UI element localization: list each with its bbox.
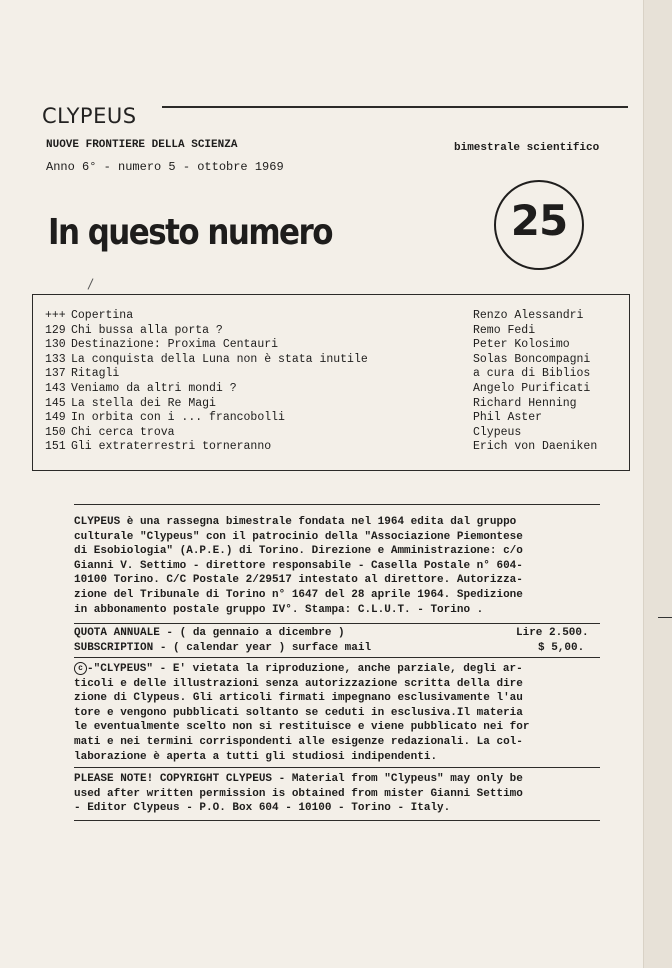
copyright-icon: c [74,662,87,675]
foreign-subscription-label: SUBSCRIPTION - ( calendar year ) surface mail [74,642,372,654]
toc-article-title: Copertina [71,309,134,322]
copyright-line: tore e vengono pubblicati soltanto se ceduti in esclusiva.Il materia [74,706,523,719]
colophon-text [74,515,523,617]
toc-author: Peter Kolosimo [473,338,570,352]
copyright-line: used after written permission is obtained from mister Gianni Settimo [74,787,523,800]
magazine-subtitle: NUOVE FRONTIERE DELLA SCIENZA [46,139,238,151]
toc-entry [45,426,623,440]
toc-article-title: Gli extraterrestri torneranno [71,440,272,454]
toc-page-number: 129 [45,323,66,337]
divider [74,767,600,768]
toc-author: Phil Aster [473,411,543,425]
divider [74,820,600,821]
toc-article-title: Ritagli [71,367,120,381]
colophon-line: di Esobiologia" (A.P.E.) di Torino. Direzione e Amministrazione: c/o [74,545,523,558]
annual-subscription-label: QUOTA ANNUALE - ( da gennaio a dicembre ) [74,627,345,639]
toc-entry [45,324,623,338]
table-of-contents [32,294,630,471]
copyright-line: PLEASE NOTE! COPYRIGHT CLYPEUS - Material from "Clypeus" may only be [74,773,523,785]
copyright-line: laborazione è aperta a tutti gli studiosi indipendenti. [74,750,438,763]
toc-entry [45,353,623,367]
colophon-line: CLYPEUS è una rassegna bimestrale fondata nel 1964 edita dal gruppo [74,516,517,528]
toc-entry [45,411,623,425]
toc-page-number: 133 [45,352,66,366]
issue-number-badge [494,180,584,270]
issue-line: Anno 6° - numero 5 - ottobre 1969 [46,160,284,174]
toc-entry [45,382,623,396]
toc-author: Erich von Daeniken [473,440,598,454]
toc-page-number: 143 [45,382,66,395]
copyright-italian [74,662,529,764]
pen-mark [88,278,94,289]
magazine-title: CLYPEUS [42,104,137,128]
toc-author: Angelo Purificati [473,382,591,395]
toc-author: Renzo Alessandri [473,309,584,322]
toc-article-title: Veniamo da altri mondi ? [71,382,237,395]
toc-article-title: In orbita con i ... francobolli [71,411,285,425]
copyright-line: mati e nei termini corrispondenti alle esigenze redazionali. La col- [74,735,523,748]
divider [74,504,600,505]
toc-entry [45,397,623,411]
toc-page-number: 137 [45,367,66,381]
copyright-line: zione di Clypeus. Gli articoli firmati impegnano esclusivamente l'au [74,692,523,705]
foreign-subscription-price: $ 5,00. [538,642,585,654]
toc-article-title: Chi cerca trova [71,425,175,439]
colophon-line: culturale "Clypeus" con il patrocinio della "Associazione Piemontese [74,530,523,543]
toc-page-number: 149 [45,411,66,425]
title-rule [162,106,628,108]
divider [74,623,600,624]
toc-article-title: La conquista della Luna non è stata inutile [71,352,368,366]
colophon-line: in abbonamento postale gruppo IV°. Stampa: C.L.U.T. - Torino . [74,603,484,616]
colophon-line: zione del Tribunale di Torino n° 1647 del 28 aprile 1964. Spedizione [74,588,523,601]
toc-author: Remo Fedi [473,323,536,337]
copyright-line: le eventualmente scelto non si restituisce e viene pubblicato nei for [74,721,530,734]
toc-article-title: Chi bussa alla porta ? [71,323,223,337]
copyright-line [74,662,529,677]
toc-entry [45,309,623,323]
colophon-line: 10100 Torino. C/C Postale 2/29517 intestato al direttore. Autorizza- [74,574,523,587]
toc-page-number: 151 [45,440,66,454]
contents-heading: In questo numero [48,212,332,253]
toc-article-title: La stella dei Re Magi [71,396,216,410]
toc-entry [45,338,623,352]
copyright-line: - Editor Clypeus - P.O. Box 604 - 10100 - Torino - Italy. [74,802,451,815]
copyright-english [74,772,523,816]
page-edge [643,0,672,968]
annual-subscription-price: Lire 2.500. [516,627,589,639]
colophon-line: Gianni V. Settimo - direttore responsabile - Casella Postale n° 604- [74,559,523,572]
toc-entry [45,367,623,381]
toc-author: Clypeus [473,425,522,439]
toc-author: Richard Henning [473,396,577,410]
toc-article-title: Destinazione: Proxima Centauri [71,338,279,352]
periodicity-label: bimestrale scientifico [454,142,600,154]
toc-entry [45,440,623,454]
toc-page-number: +++ [45,309,66,322]
margin-mark [658,617,672,618]
toc-author: a cura di Biblios [473,367,591,381]
copyright-line: -"CLYPEUS" - E' vietata la riproduzione, anche parziale, degli ar- [87,663,523,675]
toc-author: Solas Boncompagni [473,352,591,366]
copyright-line: ticoli e delle illustrazioni senza autorizzazione scritta della dire [74,677,523,690]
toc-page-number: 145 [45,396,66,410]
issue-number: 25 [510,196,568,245]
toc-page-number: 130 [45,338,66,352]
divider [74,657,600,658]
toc-page-number: 150 [45,425,66,439]
